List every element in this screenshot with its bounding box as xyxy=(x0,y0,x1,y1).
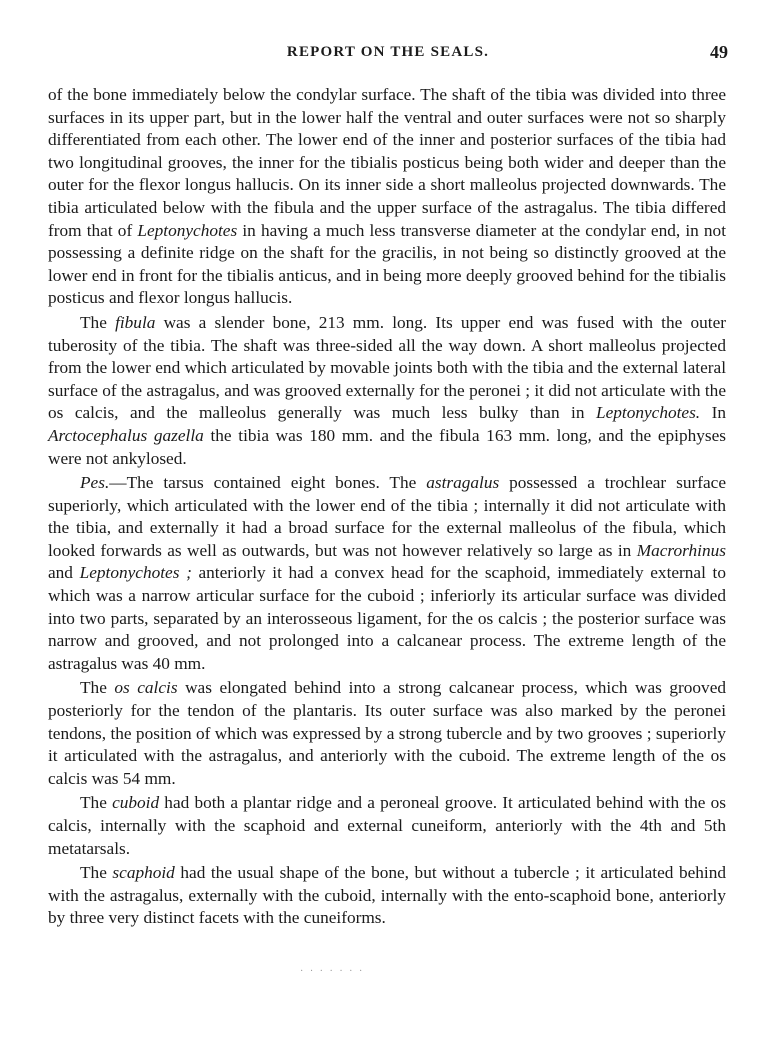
italic-term: astragalus xyxy=(426,473,500,493)
italic-term: os calcis xyxy=(114,678,178,698)
text-run: was elongated behind into a strong calcanear process, which was grooved posteriorly for the tendon of the plantaris. Its outer surface was also marked by the peronei tendons, the position of which was expressed by a strong tubercle and by two grooves ; superiorly it articulated with the astragalus, and anteriorly with the cuboid. The extreme length of the os calcis was 54 mm. xyxy=(48,678,727,788)
paragraph xyxy=(48,862,726,930)
italic-term: Leptonychotes ; xyxy=(79,563,192,583)
italic-term: Arctocephalus gazella xyxy=(48,425,204,445)
paragraph xyxy=(48,312,726,470)
text-run: had the usual shape of the bone, but without a tubercle ; it articulated behind with the astragalus, externally with the cuboid, internally with the ento-scaphoid bone, anteriorly by three very distinct facets with the cuneiforms. xyxy=(48,863,726,928)
text-run: had both a plantar ridge and a peroneal groove. It articulated behind with the os calcis, internally with the scaphoid and external cuneiform, anteriorly with the 4th and 5th metatarsals. xyxy=(48,793,726,858)
italic-term: Leptonychotes. xyxy=(595,403,701,423)
text-run: In xyxy=(700,403,726,423)
running-head xyxy=(0,44,776,68)
paragraph xyxy=(48,792,726,860)
italic-term: Pes. xyxy=(80,473,110,493)
text-run: the tibia was 180 mm. and the fibula 163 mm. long, and the epiphyses were not ankylosed. xyxy=(48,425,727,468)
italic-term: cuboid xyxy=(112,793,160,813)
text-run: —The tarsus contained eight bones. The xyxy=(109,473,427,493)
text-run: anteriorly it had a convex head for the scaphoid, immediately external to which was a narrow articular surface for the cuboid ; inferiorly its articular surface was divided into two parts, separated by an interosseous ligament, for the os calcis ; the posterior surface was narrow and grooved, and not prolonged into a calcanear process. The extreme length of the astragalus was 40 mm. xyxy=(48,563,726,673)
text-run: The xyxy=(80,312,116,332)
text-run: was a slender bone, 213 mm. long. Its upper end was fused with the outer tuberosity of the tibia. The shaft was three-sided all the way down. A short malleolus projected from the lower end which articulated by movable joints both with the tibia and the external lateral surface of the astragalus, and was grooved externally for the peronei ; it did not articulate with the os calcis, and the malleolus generally was much less bulky than in xyxy=(48,312,726,423)
text-run: The xyxy=(80,678,115,698)
text-run: in having a much less transverse diameter at the condylar end, in not possessing a definite ridge on the shaft for the gracilis, in not being so distinctly grooved at the lower end in front for the tibialis anticus, and in being more deeply grooved behind for the tibialis posticus and flexor longus hallucis. xyxy=(48,220,727,308)
italic-term: Macrorhinus xyxy=(636,540,726,560)
paragraph xyxy=(48,84,726,310)
italic-term: scaphoid xyxy=(112,863,175,883)
italic-term: Leptonychotes xyxy=(137,220,238,240)
text-run: and xyxy=(48,563,80,583)
page-number: 49 xyxy=(710,42,728,62)
printing-marks: · · · · · · · xyxy=(300,966,365,977)
text-run: of the bone immediately below the condylar surface. The shaft of the tibia was divided into three surfaces in its upper part, but in the lower half the ventral and outer surfaces were not so sharply differentiated from each other. The lower end of the inner and posterior surfaces of the tibia had two longitudinal grooves, the inner for the tibialis posticus being both wider and deeper than the outer for the flexor longus hallucis. On its inner side a short malleolus projected downwards. The tibia articulated below with the fibula and the upper surface of the astragalus. The tibia differed from that of xyxy=(48,85,726,240)
paragraph xyxy=(48,472,726,675)
italic-term: fibula xyxy=(115,312,156,332)
text-run: The xyxy=(80,793,113,813)
running-title: REPORT ON THE SEALS. xyxy=(286,44,490,60)
text-run: The xyxy=(80,863,113,883)
text-run: possessed a trochlear surface superiorly, which articulated with the lower end of the tibia ; internally it did not articulate with the tibia, and externally it had a broad surface for the external malleolus of the fibula, which looked forwards as well as outwards, but was not however relatively so large as in xyxy=(48,473,726,560)
paragraph xyxy=(48,677,726,790)
body-text xyxy=(48,84,726,932)
